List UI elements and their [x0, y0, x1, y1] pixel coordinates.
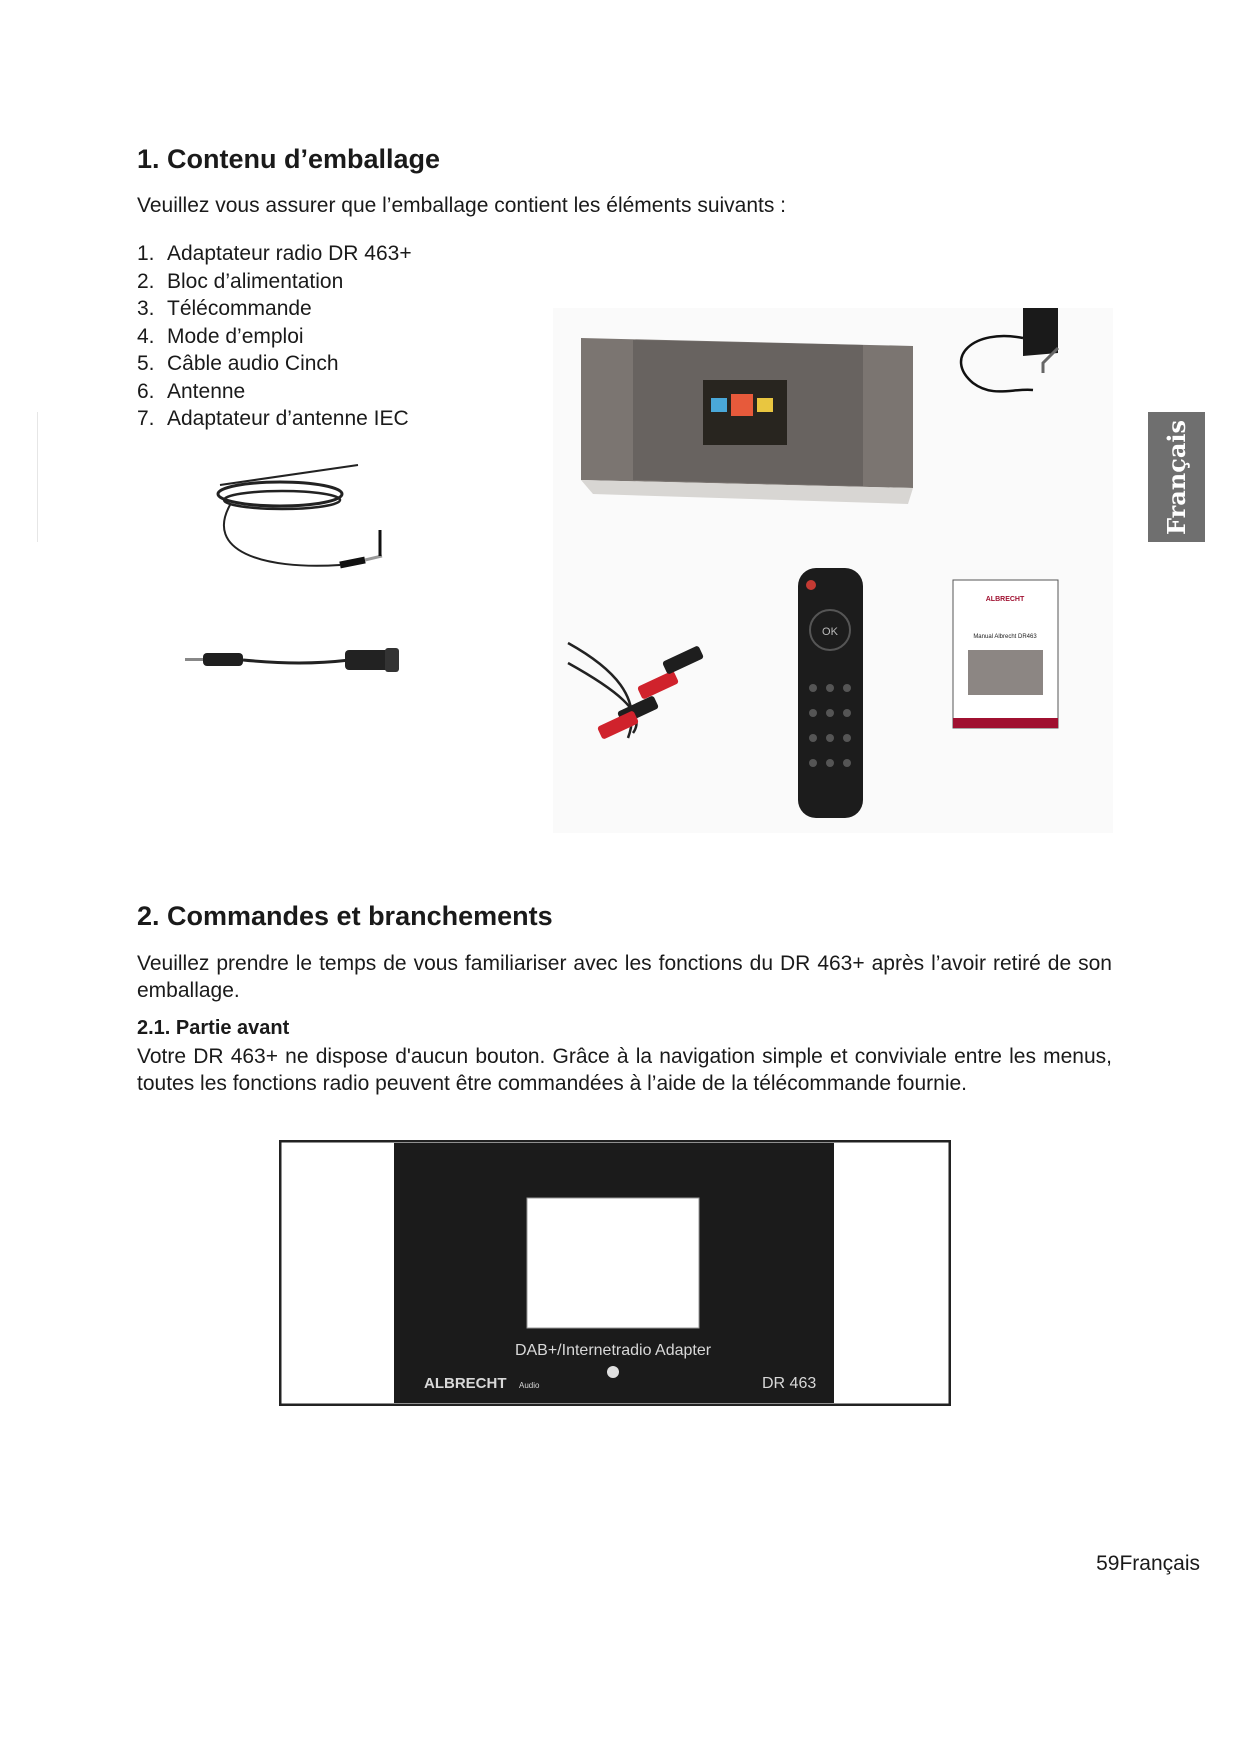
- list-item: 2. Bloc d’alimentation: [137, 269, 344, 293]
- list-item: 7. Adaptateur d’antenne IEC: [137, 407, 409, 430]
- iec-adapter-illustration: [185, 640, 415, 680]
- list-item: 1. Adaptateur radio DR 463+: [137, 242, 412, 265]
- display-screen: [527, 1198, 699, 1328]
- remote-control-photo: [798, 568, 863, 818]
- manual-photo: [953, 580, 1058, 728]
- diagram-label: DAB+/Internetradio Adapter: [514, 1342, 712, 1359]
- margin-mark: [37, 412, 38, 542]
- list-item: 4. Mode d’emploi: [137, 324, 304, 348]
- front-panel-diagram: [279, 1140, 951, 1406]
- power-supply-photo: [961, 308, 1058, 391]
- section-1-title: 1. Contenu d’emballage: [137, 144, 441, 174]
- svg-text:OK: OK: [822, 626, 838, 638]
- rca-cable-photo: [568, 643, 704, 740]
- section-2-title: 2. Commandes et branchements: [137, 901, 553, 931]
- subsection-title: 2.1. Partie avant: [137, 1017, 290, 1039]
- antenna-illustration: [200, 460, 410, 580]
- svg-text:ALBRECHT: ALBRECHT: [985, 596, 1025, 603]
- page-number: 59Français: [1096, 1552, 1200, 1575]
- ir-sensor: [607, 1366, 619, 1378]
- device-photo: [581, 338, 913, 504]
- section-1-intro: Veuillez vous assurer que l’emballage contient les éléments suivants :: [137, 194, 787, 217]
- diagram-brand: ALBRECHT: [424, 1375, 507, 1392]
- diagram-model: DR 463: [762, 1375, 817, 1392]
- list-item: 3. Télécommande: [137, 297, 312, 320]
- section-2-intro: Veuillez prendre le temps de vous familiariser avec les fonctions du DR 463+ après l’avoir retiré de son emballage.: [137, 952, 1112, 1002]
- subsection-text: Votre DR 463+ ne dispose d'aucun bouton. Grâce à la navigation simple et conviviale entre les menus, toutes les fonctions radio peuvent être commandées à l’aide de la télécommande fournie.: [137, 1045, 1112, 1095]
- svg-text:Manual Albrecht DR463: Manual Albrecht DR463: [973, 634, 1037, 640]
- list-item: 6. Antenne: [137, 379, 246, 403]
- package-photo: [553, 308, 1113, 833]
- diagram-brand-suffix: Audio: [519, 1381, 540, 1390]
- list-item: 5. Câble audio Cinch: [137, 352, 339, 375]
- language-tab: Français: [1148, 412, 1205, 542]
- package-contents-list: [137, 240, 412, 433]
